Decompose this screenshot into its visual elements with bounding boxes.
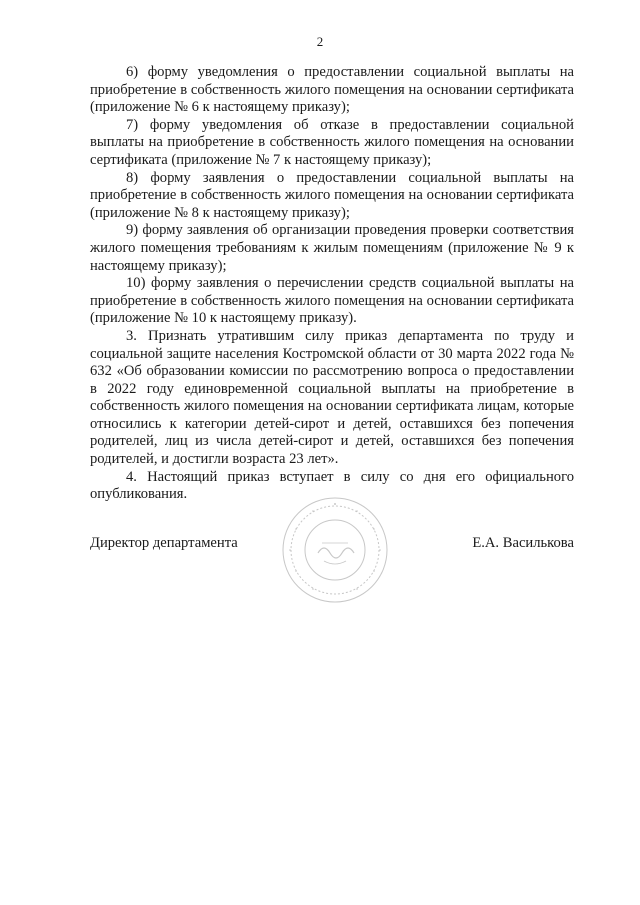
clause-3: 3. Признать утратившим силу приказ департамента по труду и социальной защите населения Костромской области от 30 марта 2022 года № 632 «Об образовании комиссии по рассмотрению вопроса о предоставлении в 2022 году единовременной социальной выплаты на приобретение в собственность жилого помещения на основании сертификата лицам, которые относились к категории детей-сирот и детей, оставшихся без попечения родителей, лиц из числа детей-сирот и детей, оставшихся без попечения родителей, и достигли возраста 23 лет». <box>90 327 574 468</box>
list-item-8: 8) форму заявления о предоставлении социальной выплаты на приобретение в собственность жилого помещения на основании сертификата (приложение № 8 к настоящему приказу); <box>90 169 574 221</box>
signature-block <box>90 534 574 554</box>
clause-4: 4. Настоящий приказ вступает в силу со дня его официального опубликования. <box>90 468 574 503</box>
page-number: 2 <box>316 34 324 49</box>
list-item-7: 7) форму уведомления об отказе в предоставлении социальной выплаты на приобретение в собственность жилого помещения на основании сертификата (приложение № 7 к настоящему приказу); <box>90 116 574 168</box>
document-body <box>90 64 574 504</box>
list-item-6: 6) форму уведомления о предоставлении социальной выплаты на приобретение в собственность жилого помещения на основании сертификата (приложение № 6 к настоящему приказу); <box>90 64 574 116</box>
signatory-position: Директор департамента <box>90 535 238 551</box>
list-item-9: 9) форму заявления об организации проведения проверки соответствия жилого помещения требованиям к жилым помещениям (приложение № 9 к настоящему приказу); <box>90 222 574 274</box>
signatory-name: Е.А. Василькова <box>472 535 574 551</box>
list-item-10: 10) форму заявления о перечислении средств социальной выплаты на приобретение в собственность жилого помещения на основании сертификата (приложение № 10 к настоящему приказу). <box>90 275 574 327</box>
